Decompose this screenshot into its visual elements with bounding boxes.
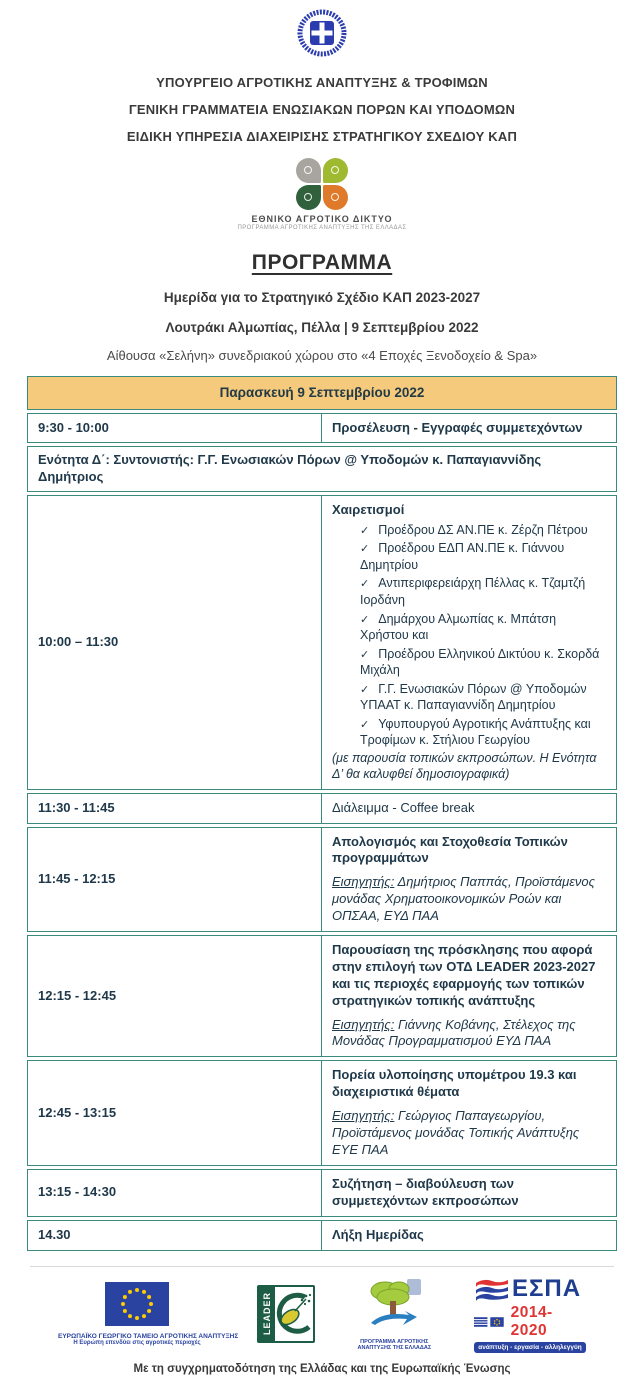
- check-icon: ✓: [360, 683, 370, 696]
- special-service-title: ΕΙΔΙΚΗ ΥΠΗΡΕΣΙΑ ΔΙΑΧΕΙΡΙΣΗΣ ΣΤΡΑΤΗΓΙΚΟΥ ΣΧΕΔΙΟΥ ΚΑΠ: [126, 129, 518, 144]
- session-title: Προσέλευση - Εγγραφές συμμετεχόντων: [332, 419, 583, 435]
- check-icon: ✓: [360, 524, 370, 537]
- session-note: (με παρουσία τοπικών εκπροσώπων. Η Ενότητα Δ’ θα καλυφθεί δημοσιογραφικά): [332, 751, 597, 782]
- session-speaker: [332, 874, 606, 925]
- national-rural-network-logo: [0, 158, 644, 231]
- session-title: Απολογισμός και Στοχοθεσία Τοπικών προγραμμάτων: [332, 833, 568, 866]
- session-title: Συζήτηση – διαβούλευση των συμμετεχόντων εκπροσώπων: [332, 1175, 519, 1208]
- time-cell: 9:30 - 10:00: [27, 413, 322, 444]
- speaker-name: Γεώργιος Παπαγεωργίου, Προϊστάμενος μονάδας Τοπικής Ανάπτυξης ΕΥΕ ΠΑΑ: [332, 1108, 580, 1157]
- ministry-title: ΥΠΟΥΡΓΕΙΟ ΑΓΡΟΤΙΚΗΣ ΑΝΑΠΤΥΞΗΣ & ΤΡΟΦΙΜΩΝ: [156, 75, 488, 90]
- petal-orange-icon: [323, 185, 348, 210]
- event-subtitle: Ημερίδα για το Στρατηγικό Σχέδιο ΚΑΠ 2023-2027: [163, 290, 481, 305]
- funding-logos: [30, 1275, 614, 1353]
- session-cell: [322, 935, 617, 1057]
- leader-logo-text-panel: [259, 1287, 275, 1341]
- table-row: [27, 1060, 617, 1165]
- leader-sprout-icon: [275, 1287, 313, 1341]
- session-speaker: [332, 1108, 606, 1159]
- list-item: ✓ Προέδρου ΕΔΠ ΑΝ.ΠΕ κ. Γιάννου Δημητρίου: [360, 541, 565, 572]
- footer: [30, 1266, 614, 1375]
- session-cell: [322, 1169, 617, 1217]
- page-title: ΠΡΟΓΡΑΜΜΑ: [251, 251, 393, 274]
- section-header: Ενότητα Δ΄: Συντονιστής: Γ.Γ. Ενωσιακών Πόρων @ Υποδομών κ. Παπαγιαννίδης Δημήτριος: [27, 446, 617, 492]
- leader-logo: [257, 1285, 315, 1343]
- session-cell: [322, 413, 617, 444]
- espa-logo-motto: ανάπτυξη - εργασία - αλληλεγγύη: [474, 1342, 586, 1353]
- time-cell: 10:00 – 11:30: [27, 495, 322, 789]
- tree-icon: [363, 1277, 425, 1333]
- time-cell: 12:15 - 12:45: [27, 935, 322, 1057]
- espa-logo-years: 2014-2020: [510, 1303, 553, 1339]
- leader-logo-graphic: [275, 1287, 313, 1341]
- check-icon: ✓: [360, 578, 370, 591]
- list-item: ✓ Αντιπεριφερειάρχη Πέλλας κ. Τζαμτζή Ιορδάνη: [360, 576, 586, 607]
- list-item: ✓ Προέδρου ΔΣ ΑΝ.ΠΕ κ. Ζέρζη Πέτρου: [360, 522, 588, 537]
- eu-logo-line1: ΕΥΡΩΠΑΪΚΟ ΓΕΩΡΓΙΚΟ ΤΑΜΕΙΟ ΑΓΡΟΤΙΚΗΣ ΑΝΑΠΤΥΞΗΣ: [58, 1332, 239, 1340]
- list-item: ✓ Δημάρχου Αλμωπίας κ. Μπάτση Χρήστου και: [360, 611, 557, 642]
- petal-green-icon: [296, 185, 321, 210]
- check-icon: ✓: [360, 613, 370, 626]
- time-cell: 12:45 - 13:15: [27, 1060, 322, 1165]
- eu-flag-icon: [105, 1282, 169, 1326]
- table-row: [27, 827, 617, 932]
- session-title: Παρουσίαση της πρόσκλησης που αφορά στην επιλογή των ΟΤΔ LEADER 2023-2027 και τις περιοχές εφαρμογής των τοπικών στρατηγικών τοπικής ανάπτυξης: [332, 942, 596, 1008]
- session-cell: [322, 827, 617, 932]
- cofunding-statement: Με τη συγχρηματοδότηση της Ελλάδας και της Ευρωπαϊκής Ένωσης: [133, 1362, 511, 1375]
- espa-logo-name: ΕΣΠΑ: [511, 1274, 582, 1302]
- session-cell: [322, 495, 617, 789]
- check-icon: ✓: [360, 648, 370, 661]
- nrn-logo-subtitle: ΠΡΟΓΡΑΜΜΑ ΑΓΡΟΤΙΚΗΣ ΑΝΑΠΤΥΞΗΣ ΤΗΣ ΕΛΛΑΔΑΣ: [237, 225, 407, 231]
- clover-petals-icon: [296, 158, 348, 210]
- session-cell: [322, 1220, 617, 1251]
- list-item: ✓ Προέδρου Ελληνικού Δικτύου κ. Σκορδά Μιχάλη: [360, 646, 600, 677]
- petal-gray-icon: [296, 158, 321, 183]
- session-title: Λήξη Ημερίδας: [332, 1226, 424, 1242]
- espa-waves-icon: [474, 1277, 508, 1301]
- rural-development-programme-logo: [355, 1277, 433, 1351]
- check-icon: ✓: [360, 718, 370, 731]
- list-item: ✓ Υφυπουργού Αγροτικής Ανάπτυξης και Τροφίμων κ. Στήλιου Γεωργίου: [360, 716, 591, 747]
- coat-of-arms-icon: [293, 8, 351, 58]
- espa-logo-mid: [474, 1304, 586, 1340]
- leader-logo-label: LEADER: [261, 1291, 272, 1335]
- hellenic-republic-emblem: [0, 8, 644, 63]
- speaker-label: Εισηγητής:: [332, 1108, 395, 1124]
- session-cell: [322, 1060, 617, 1165]
- session-title: Διάλειμμα - Coffee break: [332, 799, 475, 815]
- espa-logo: [474, 1275, 586, 1353]
- list-item: ✓ Γ.Γ. Ενωσιακών Πόρων @ Υποδομών ΥΠΑΑΤ κ. Παπαγιαννίδη Δημητρίου: [360, 681, 587, 712]
- event-location-date: Λουτράκι Αλμωπίας, Πέλλα | 9 Σεπτεμβρίου 2022: [165, 320, 479, 335]
- petal-lime-icon: [323, 158, 348, 183]
- table-row: [27, 1169, 617, 1217]
- table-row: [27, 495, 617, 789]
- time-cell: 11:45 - 12:15: [27, 827, 322, 932]
- check-icon: ✓: [360, 543, 370, 556]
- day-header: Παρασκευή 9 Σεπτεμβρίου 2022: [27, 376, 617, 410]
- day-header-row: [27, 376, 617, 410]
- espa-logo-top: [474, 1275, 586, 1303]
- table-row: [27, 1220, 617, 1251]
- speaker-name: Γιάννης Κοβάνης, Στέλεχος της Μονάδας Προγραμματισμού ΕΥΔ ΠΑΑ: [332, 1016, 576, 1049]
- eu-logo-line2: Η Ευρώπη επενδύει στις αγροτικές περιοχές: [73, 1339, 201, 1346]
- agenda-table: [27, 373, 617, 1254]
- speaker-label: Εισηγητής:: [332, 874, 395, 890]
- table-row: [27, 413, 617, 444]
- general-secretariat-title: ΓΕΝΙΚΗ ΓΡΑΜΜΑΤΕΙΑ ΕΝΩΣΙΑΚΩΝ ΠΟΡΩΝ ΚΑΙ ΥΠΟΔΟΜΩΝ: [128, 102, 516, 117]
- greece-eu-flags-icon: [474, 1316, 507, 1328]
- greeters-list: [360, 522, 606, 749]
- session-title: Πορεία υλοποίησης υπομέτρου 19.3 και διαχειριστικά θέματα: [332, 1067, 577, 1100]
- time-cell: 11:30 - 11:45: [27, 793, 322, 824]
- speaker-label: Εισηγητής:: [332, 1016, 395, 1032]
- table-row: [27, 935, 617, 1057]
- speaker-name: Δημήτριος Παππάς, Προϊστάμενος μονάδας Χρηματοοικονομικών Ροών και ΟΠΣΑΑ, ΕΥΔ ΠΑΑ: [332, 874, 595, 924]
- eu-eafrd-logo: [58, 1282, 239, 1346]
- section-row: [27, 446, 617, 492]
- time-cell: 14.30: [27, 1220, 322, 1251]
- session-speaker: [332, 1017, 606, 1051]
- event-venue: Αίθουσα «Σελήνη» συνεδριακού χώρου στο «4 Εποχές Ξενοδοχείο & Spa»: [106, 348, 538, 363]
- paa-logo-label: ΠΡΟΓΡΑΜΜΑ ΑΓΡΟΤΙΚΗΣ ΑΝΑΠΤΥΞΗΣ ΤΗΣ ΕΛΛΑΔΑΣ: [357, 1338, 432, 1351]
- table-row: [27, 793, 617, 824]
- session-title: Χαιρετισμοί: [332, 502, 405, 518]
- nrn-logo-title: ΕΘΝΙΚΟ ΑΓΡΟΤΙΚΟ ΔΙΚΤΥΟ: [251, 214, 393, 224]
- time-cell: 13:15 - 14:30: [27, 1169, 322, 1217]
- session-cell: [322, 793, 617, 824]
